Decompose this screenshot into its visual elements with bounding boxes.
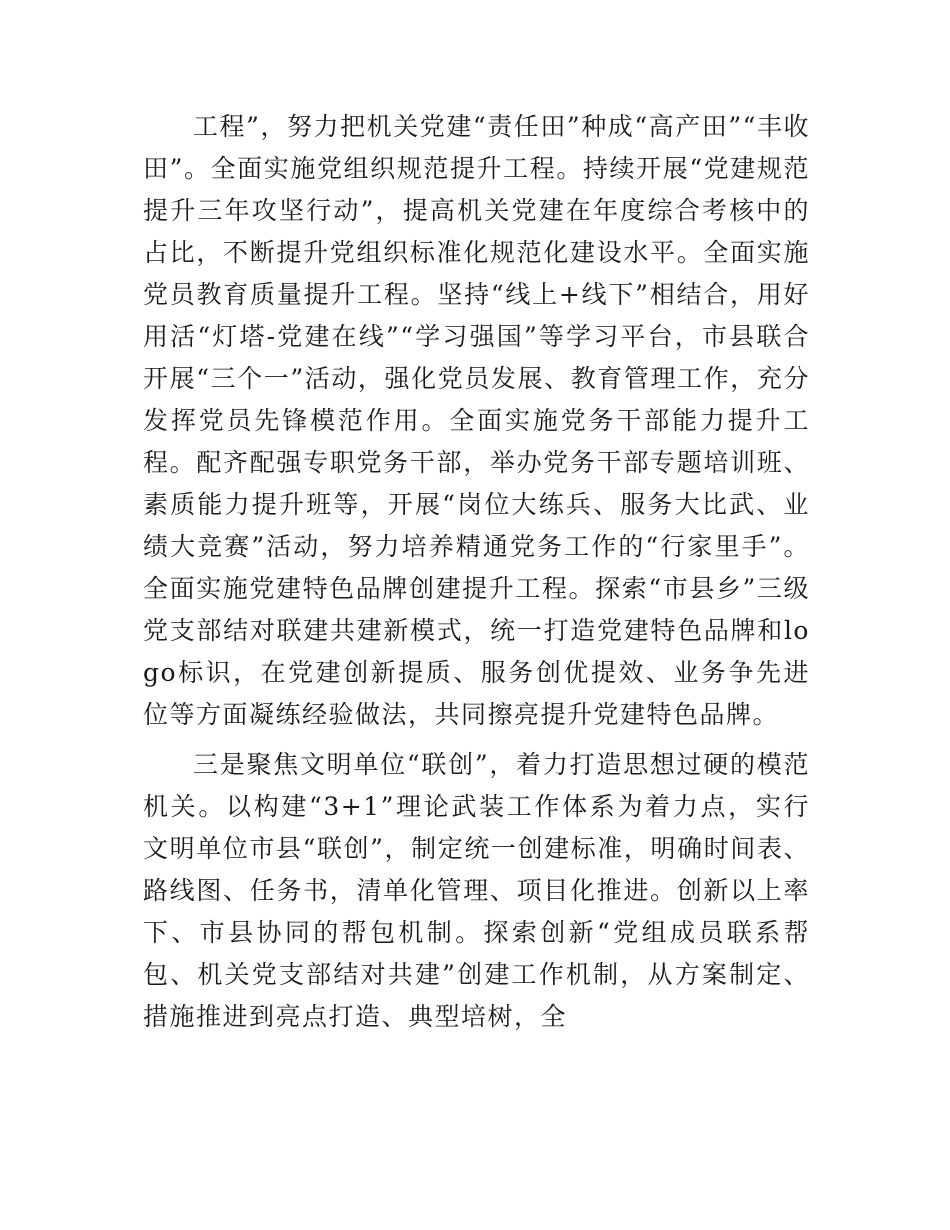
paragraph-party-building-projects: 工程”，努力把机关党建“责任田”种成“高产田”“丰收田”。全面实施党组织规范提升工程。持续开展“党建规范提升三年攻坚行动”，提高机关党建在年度综合考核中的占比，不断提升党组织标准化规范化建设水平。全面实施党员教育质量提升工程。坚持“线上+线下”相结合，用好用活“灯塔-党建在线”“学习强国”等学习平台，市县联合开展“三个一”活动，强化党员发展、教育管理工作，充分发挥党员先锋模范作用。全面实施党务干部能力提升工程。配齐配强专职党务干部，举办党务干部专题培训班、素质能力提升班等，开展“岗位大练兵、服务大比武、业绩大竞赛”活动，努力培养精通党务工作的“行家里手”。全面实施党建特色品牌创建提升工程。探索“市县乡”三级党支部结对联建共建新模式，统一打造党建特色品牌和logo标识，在党建创新提质、服务创优提效、业务争先进位等方面凝练经验做法，共同擦亮提升党建特色品牌。 <box>143 112 810 729</box>
body-text-block-1 <box>143 106 810 736</box>
body-text-block-2 <box>143 744 810 1038</box>
paragraph-civilized-unit-co-creation: 三是聚焦文明单位“联创”，着力打造思想过硬的模范机关。以构建“3+1”理论武装工作体系为着力点，实行文明单位市县“联创”，制定统一创建标准，明确时间表、路线图、任务书，清单化管理、项目化推进。创新以上率下、市县协同的帮包机制。探索创新“党组成员联系帮包、机关党支部结对共建”创建工作机制，从方案制定、措施推进到亮点打造、典型培树，全 <box>143 750 810 1031</box>
